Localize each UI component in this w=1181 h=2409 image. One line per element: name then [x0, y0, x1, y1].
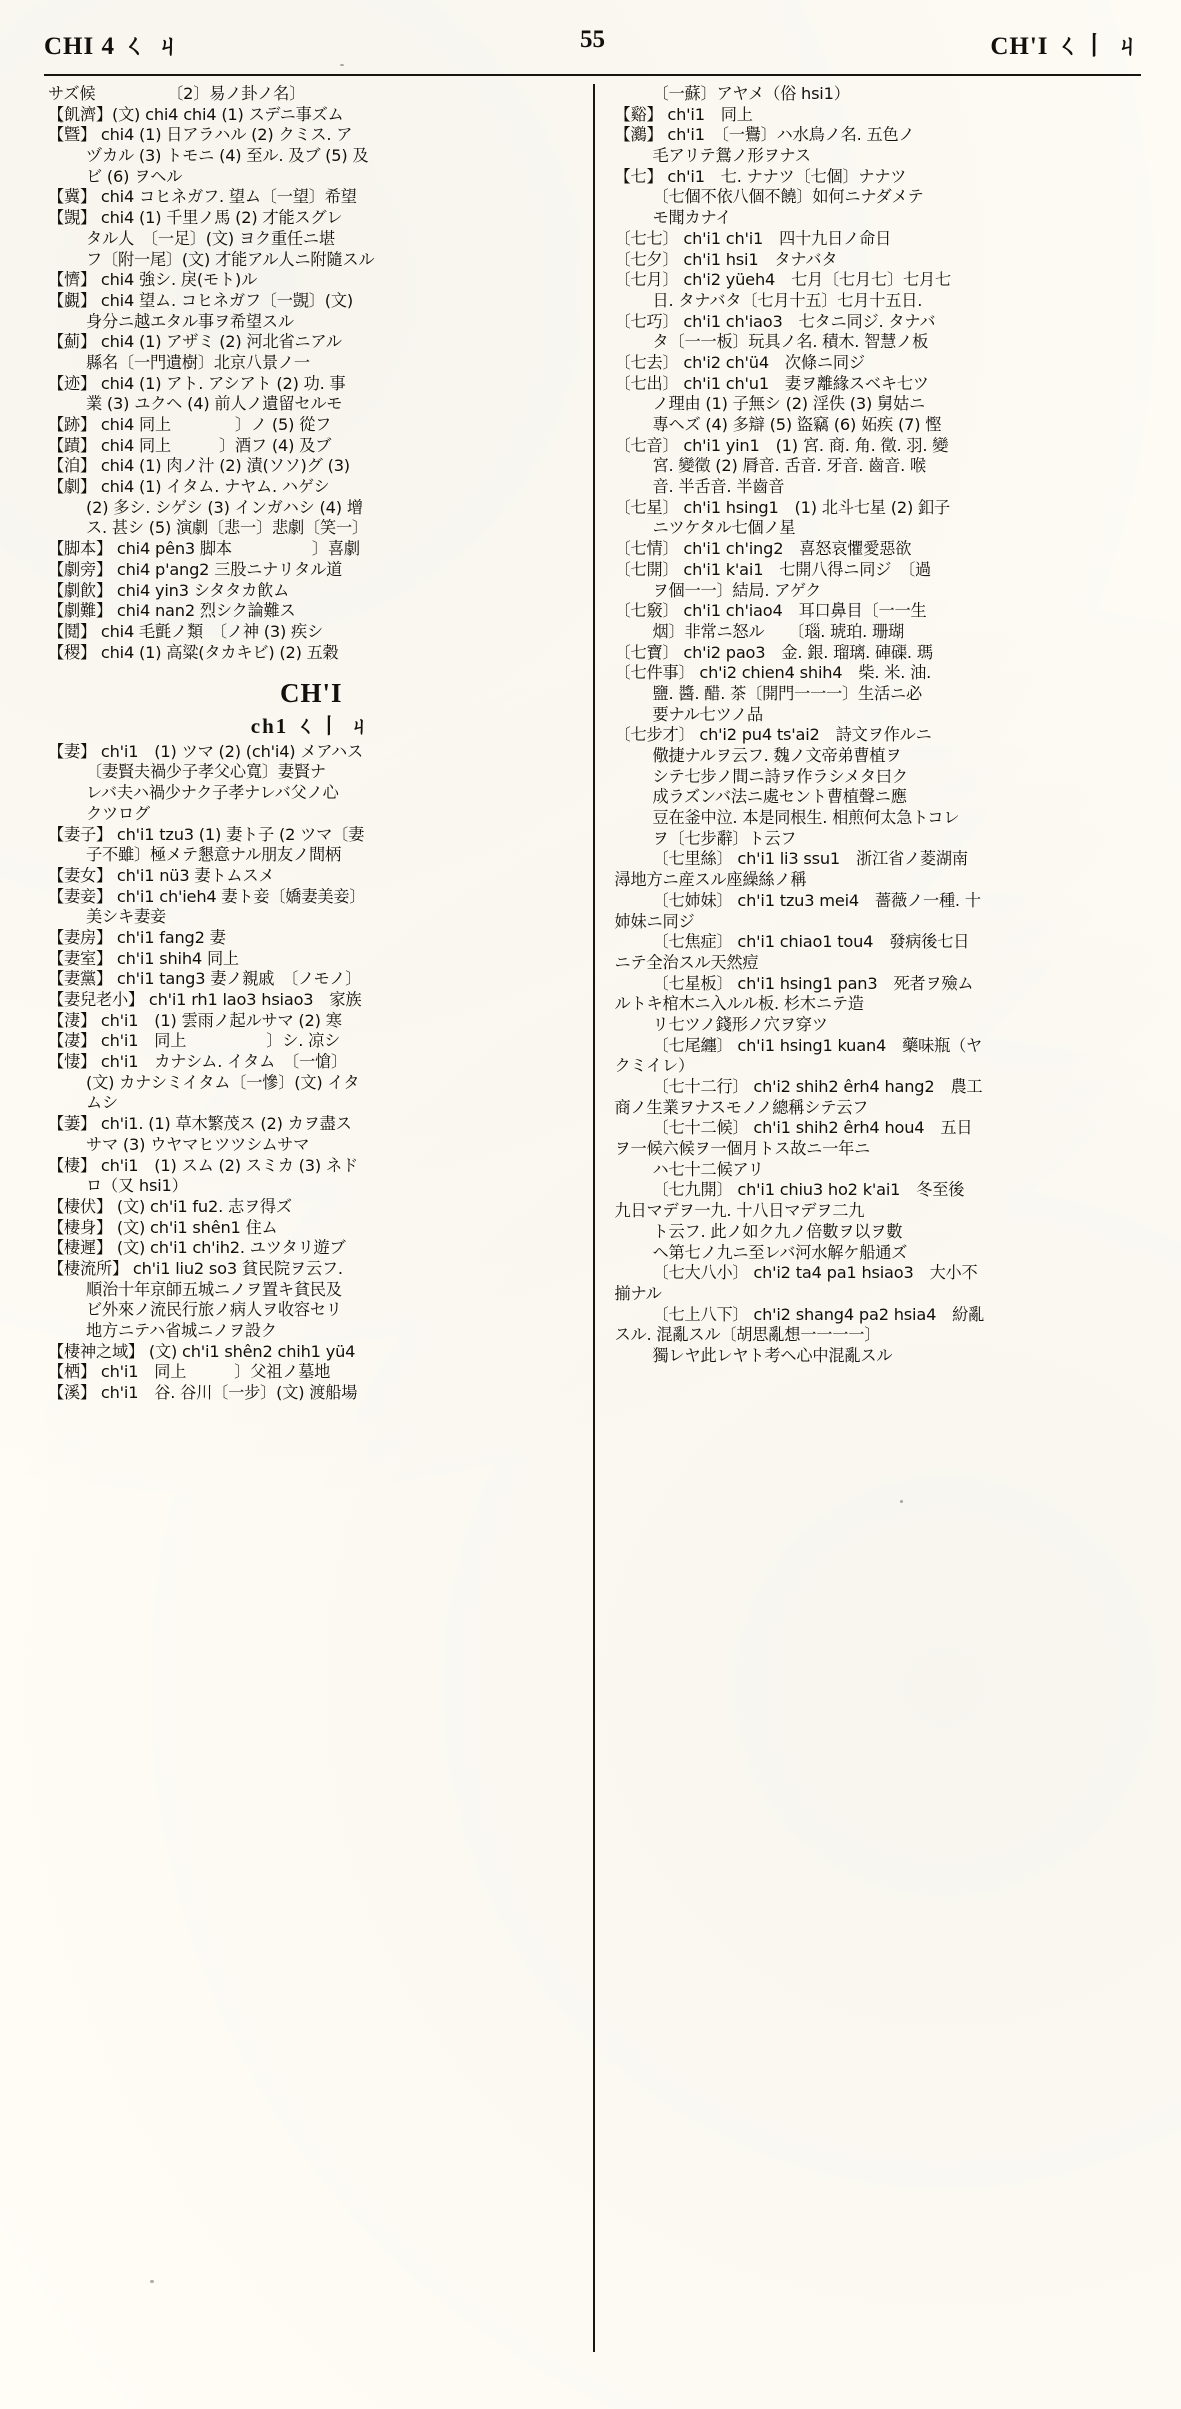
entry-line: サマ (3) ウヤマヒツツシムサマ — [86, 1134, 310, 1154]
entry-line: (文) カナシミイタム〔一慘〕(文) イタ — [86, 1072, 360, 1092]
entry-line: 商ノ生業ヲナスモノノ總稱シテ云フ — [614, 1097, 869, 1117]
entry-line: 【鸂】 ch'i1 〔一鸒〕ハ水鳥ノ名. 五色ノ — [614, 125, 915, 145]
entry-line: 縣名〔一門遺樹〕北京八景ノ一 — [86, 352, 310, 372]
running-head — [44, 26, 1141, 72]
entry-line: タル人 〔一足〕(文) ヨク重任ニ堪 — [86, 228, 335, 248]
entry-line: 〔七音〕 ch'i1 yin1 (1) 宮. 商. 角. 徵. 羽. 變 — [614, 435, 949, 455]
entry-line: 烟〕非常ニ怒ル 〔瑙. 琥珀. 珊瑚 — [652, 621, 904, 641]
entry-line: リ七ツノ錢形ノ穴ヲ穿ツ — [652, 1014, 828, 1034]
entry-line: 美シキ妻妾 — [86, 907, 166, 927]
entry-line: 鹽. 醬. 醋. 茶〔開門一一一〕生活ニ必 — [652, 683, 922, 703]
entry-line: 【栖】 ch'i1 同上 〕父祖ノ墓地 — [48, 1362, 331, 1382]
section-heading — [48, 678, 575, 740]
entry-line: 【棲】 ch'i1 (1) スム (2) スミカ (3) ネド — [48, 1155, 358, 1175]
entry-line: 【妻黨】 ch'i1 tang3 妻ノ親戚 〔ノモノ〕 — [48, 969, 362, 989]
entry-line: 【悽】 ch'i1 カナシム. イタム 〔一愴〕 — [48, 1052, 347, 1072]
entry-line: 〔七去〕 ch'i2 ch'ü4 次條ニ同ジ — [614, 352, 865, 372]
entry-line: ビ (6) ヲヘル — [86, 166, 183, 186]
entry-line: 〔七大八小〕 ch'i2 ta4 pa1 hsiao3 大小不 — [652, 1263, 978, 1283]
entry-line: モ聞カナイ — [652, 208, 732, 228]
entry-line: 【妻子】 ch'i1 tzu3 (1) 妻ト子 (2 ツマ〔妻 — [48, 824, 365, 844]
page-number: 55 — [580, 26, 605, 53]
entry-line: 【棲神之域】 (文) ch'i1 shên2 chih1 yü4 — [48, 1341, 356, 1361]
entry-line: 專ヘズ (4) 多辯 (5) 盜竊 (6) 妬疾 (7) 慳 — [652, 415, 942, 434]
entry-line: 〔七巧〕 ch'i1 ch'iao3 七タニ同ジ. タナバ — [614, 311, 936, 331]
entry-line: 【棲身】 (文) ch'i1 shên1 住ム — [48, 1217, 278, 1237]
entry-line: 【劇】 chi4 (1) イタム. ナヤム. ハゲシ — [48, 477, 330, 497]
entry-line: 日. タナバタ〔七月十五〕七月十五日. — [652, 290, 923, 310]
entry-line: タ〔一一板〕玩具ノ名. 積木. 智慧ノ板 — [652, 332, 929, 352]
entry-line: 〔七尾纏〕 ch'i1 hsing1 kuan4 藥味瓶（ヤ — [652, 1035, 983, 1055]
entry-line: ヘ第七ノ九ニ至レバ河水解ケ船通ズ — [652, 1242, 908, 1262]
entry-line: 姉妹ニ同ジ — [614, 911, 695, 931]
entry-line: 【妻室】 ch'i1 shih4 同上 — [48, 948, 239, 968]
entry-line: 【冀】 chi4 コヒネガフ. 望ム〔一望〕希望 — [48, 187, 357, 207]
entry-line: 〔七月〕 ch'i2 yüeh4 七月〔七月七〕七月七 — [614, 270, 951, 290]
entry-line: ムシ — [86, 1093, 118, 1113]
entry-line: 【劇飮】 chi4 yin3 シタタカ飮ム — [48, 580, 290, 600]
entry-line: 〔妻賢夫禍少子孝父心寬〕妻賢ナ — [86, 762, 326, 782]
entry-line: シテ七步ノ間ニ詩ヲ作ラシメタ曰ク — [652, 766, 908, 786]
entry-line: ビ外來ノ流民行旅ノ病人ヲ收容セリ — [86, 1300, 342, 1320]
entry-line: 音. 半舌音. 半齒音 — [652, 477, 785, 497]
entry-line: 〔七上八下〕 ch'i2 shang4 pa2 hsia4 紛亂 — [652, 1304, 985, 1324]
left-column — [44, 84, 593, 2352]
entry-line: ト云フ. 此ノ如ク九ノ倍數ヲ以ヲ數 — [652, 1221, 903, 1241]
entry-line: 【薊】 chi4 (1) アザミ (2) 河北省ニアル — [48, 332, 342, 352]
left-column-entries-top — [48, 84, 575, 662]
entry-line: フ〔附一尾〕(文) 才能アル人ニ附隨スル — [86, 249, 375, 269]
entry-line: ニテ全治スル天然痘 — [614, 952, 759, 972]
entry-line: サズ候 〔2〕易ノ卦ノ名〕 — [48, 84, 306, 103]
entry-line: 子不雖〕極メテ懇意ナル朋友ノ間柄 — [86, 845, 341, 865]
entry-line: 地方ニテハ省城ニノヲ設ク — [86, 1321, 277, 1340]
entry-line: 【棲遲】 (文) ch'i1 ch'ih2. ユツタリ遊ブ — [48, 1238, 346, 1258]
entry-line: 〔七步才〕 ch'i2 pu4 ts'ai2 詩文ヲ作ルニ — [614, 725, 932, 745]
entry-line: 宮. 變徵 (2) 脣音. 舌音. 牙音. 齒音. 喉 — [652, 456, 927, 476]
entry-line: 〔七夕〕 ch'i1 hsi1 タナバタ — [614, 249, 838, 269]
entry-line: 豆在釜中泣. 本是同根生. 相煎何太急トコレ — [652, 808, 960, 828]
entry-line: 【妻】 ch'i1 (1) ツマ (2) (ch'i4) メアハス — [48, 741, 364, 761]
entry-line: 〔七里絲〕 ch'i1 li3 ssu1 浙江省ノ菱湖南 — [652, 849, 968, 869]
entry-line: 〔七焦症〕 ch'i1 chiao1 tou4 發病後七日 — [652, 932, 970, 952]
entry-line: 【妻女】 ch'i1 nü3 妻トムスメ — [48, 865, 275, 885]
entry-line: 〔七七〕 ch'i1 ch'i1 四十九日ノ命日 — [614, 228, 892, 248]
entry-line: 揃ナル — [614, 1283, 662, 1303]
entry-line: 〔七星板〕 ch'i1 hsing1 pan3 死者ヲ殮ム — [652, 973, 974, 993]
entry-line: 【凄】 ch'i1 同上 〕シ. 凉シ — [48, 1031, 341, 1051]
entry-line: 業 (3) ユクヘ (4) 前人ノ遺留セルモ — [86, 394, 343, 414]
entry-line: ヲ個一一〕結局. アゲク — [652, 580, 822, 600]
entry-line: 【稷】 chi4 (1) 高粱(タカキビ) (2) 五穀 — [48, 642, 339, 662]
entry-line: ス. 甚シ (5) 演劇〔悲一〕悲劇〔笑一〕 — [86, 518, 368, 538]
entry-line: 〔七十二行〕 ch'i2 shih2 êrh4 hang2 農工 — [652, 1077, 983, 1096]
entry-line: 【棲伏】 (文) ch'i1 fu2. 志ヲ得ズ — [48, 1196, 292, 1216]
entry-line: 【迹】 chi4 (1) アト. アシアト (2) 功. 事 — [48, 373, 346, 393]
entry-line: (2) 多シ. シゲシ (3) インガハシ (4) 增 — [86, 497, 363, 517]
entry-line: 【淒】 ch'i1 (1) 雲雨ノ起ルサマ (2) 寒 — [48, 1010, 342, 1030]
entry-line: ルトキ棺木ニ入ルル板. 杉木ニテ造 — [614, 994, 864, 1014]
entry-line: 【妻房】 ch'i1 fang2 妻 — [48, 927, 226, 947]
entry-line: 【飢濟】(文) chi4 chi4 (1) スデニ事ズム — [48, 104, 344, 124]
header-rule — [44, 74, 1141, 76]
entry-line: 【溪】 ch'i1 谷. 谷川〔一步〕(文) 渡船場 — [48, 1383, 358, 1403]
entry-line: 〔七開〕 ch'i1 k'ai1 七開八得ニ同ジ 〔過 — [614, 559, 932, 579]
entry-line: 【劇旁】 chi4 p'ang2 三股ニナリタル道 — [48, 559, 343, 579]
section-subtitle: ch1 ㄑ丨 ㄐ — [250, 713, 372, 738]
entry-line: ノ理由 (1) 子無シ (2) 淫佚 (3) 舅姑ニ — [652, 394, 926, 414]
entry-line: 順治十年京師五城ニノヲ置キ貧民及 — [86, 1279, 342, 1299]
running-head-left: CHI 4 ㄑ ㄐ — [44, 33, 182, 60]
entry-line: ヅカル (3) トモニ (4) 至ル. 及ブ (5) 及 — [86, 146, 369, 166]
entry-line: 【覷】 chi4 望ム. コヒネガフ〔一覬〕(文) — [48, 290, 353, 310]
section-title: CH'I — [279, 677, 343, 708]
columns — [44, 84, 1141, 2352]
entry-line: 〔七個不依八個不饒〕如何ニナダメテ — [652, 187, 924, 207]
entry-line: 〔七出〕 ch'i1 ch'u1 妻ヲ離緣スベキ七ツ — [614, 373, 929, 393]
entry-line: 身分ニ越エタル事ヲ希望スル — [86, 311, 294, 331]
running-head-right: CH'I ㄑ丨 ㄐ — [990, 33, 1141, 60]
entry-line: ロ（又 hsi1） — [86, 1176, 188, 1196]
entry-line: 【蹟】 chi4 同上 〕酒フ (4) 及ブ — [48, 435, 332, 455]
entry-line: 【脚本】 chi4 pên3 脚本 〕喜劇 — [48, 539, 360, 559]
entry-line: 【谿】 ch'i1 同上 — [614, 104, 753, 124]
entry-line: 九日マデヲ一九. 十八日マデヲ二九 — [614, 1201, 865, 1221]
entry-line: 〔七星〕 ch'i1 hsing1 (1) 北斗七星 (2) 釦子 — [614, 497, 950, 517]
entry-line: 儆捷ナルヲ云フ. 魏ノ文帝弟曹植ヲ — [652, 746, 902, 765]
entry-line: 〔七竅〕 ch'i1 ch'iao4 耳口鼻目〔一一生 — [614, 601, 927, 621]
entry-line: 〔七寶〕 ch'i2 pao3 金. 銀. 瑠璃. 硨磲. 瑪 — [614, 642, 933, 662]
entry-line: 潯地方ニ産スル座繰絲ノ稱 — [614, 870, 807, 890]
entry-line: 【萋】 ch'i1. (1) 草木繁茂ス (2) カヲ盡ス — [48, 1114, 352, 1134]
entry-line: ニツケタル七個ノ星 — [652, 518, 796, 538]
entry-line: 【跡】 chi4 同上 〕ノ (5) 從フ — [48, 415, 332, 434]
entry-line: 〔七件事〕 ch'i2 chien4 shih4 柴. 米. 油. — [614, 663, 932, 683]
entry-line: レバ夫ハ禍少ナク子孝ナレバ父ノ心 — [86, 783, 339, 803]
entry-line: 〔七九開〕 ch'i1 chiu3 ho2 k'ai1 冬至後 — [652, 1180, 965, 1200]
entry-line: 要ナル七ツノ品 — [652, 704, 763, 724]
entry-line: 【妻兒老小】 ch'i1 rh1 lao3 hsiao3 家族 — [48, 990, 362, 1009]
right-column — [593, 84, 1142, 2352]
entry-line: 毛アリテ鴛ノ形ヲナス — [652, 146, 811, 166]
entry-line: 〔一蘇〕アヤメ（俗 hsi1） — [652, 84, 850, 103]
entry-line: 【棲流所】 ch'i1 liu2 so3 貧民院ヲ云フ. — [48, 1258, 343, 1278]
entry-line: 【七】 ch'i1 七. ナナツ〔七個〕ナナツ — [614, 166, 907, 186]
entry-line: 【劇難】 chi4 nan2 烈シク論難ス — [48, 601, 296, 621]
entry-line: 〔七十二候〕 ch'i1 shih2 êrh4 hou4 五日 — [652, 1118, 973, 1138]
entry-line: 獨レヤ此レヤト考ヘ心中混亂スル — [652, 1345, 893, 1365]
entry-line: スル. 混亂スル〔胡思亂想一一一一〕 — [614, 1325, 881, 1345]
entry-line: 〔七情〕 ch'i1 ch'ing2 喜怒哀懼愛惡欲 — [614, 539, 912, 559]
entry-line: 【鬩】 chi4 毛氈ノ類 〔ノ神 (3) 疾シ — [48, 621, 324, 641]
entry-line: 〔七姉妹〕 ch'i1 tzu3 mei4 薔薇ノ一種. 十 — [652, 890, 981, 910]
entry-line: 【覬】 chi4 (1) 千里ノ馬 (2) 才能スグレ — [48, 208, 343, 228]
entry-line: ヲ〔七步辭〕ト云フ — [652, 828, 797, 848]
entry-line: 成ラズンバ法ニ處セント曹植聲ニ應 — [652, 787, 907, 807]
entry-line: 【妻妾】 ch'i1 ch'ieh4 妻ト妾〔嬌妻美妾〕 — [48, 886, 366, 906]
entry-line: 【懠】 chi4 強シ. 戾(モト)ル — [48, 270, 258, 290]
entry-line: ヲ一候六候ヲ一個月トス故ニ一年ニ — [614, 1139, 871, 1159]
entry-line: ハ七十二候アリ — [652, 1159, 764, 1179]
entry-line: クツログ — [86, 803, 150, 823]
entry-line: 【曁】 chi4 (1) 日アラハル (2) クミス. ア — [48, 125, 353, 145]
left-column-entries-bottom — [48, 742, 575, 1403]
entry-line: 【洎】 chi4 (1) 肉ノ汁 (2) 漬(ソソ)グ (3) — [48, 456, 350, 476]
entry-line: クミイレ） — [614, 1056, 694, 1076]
